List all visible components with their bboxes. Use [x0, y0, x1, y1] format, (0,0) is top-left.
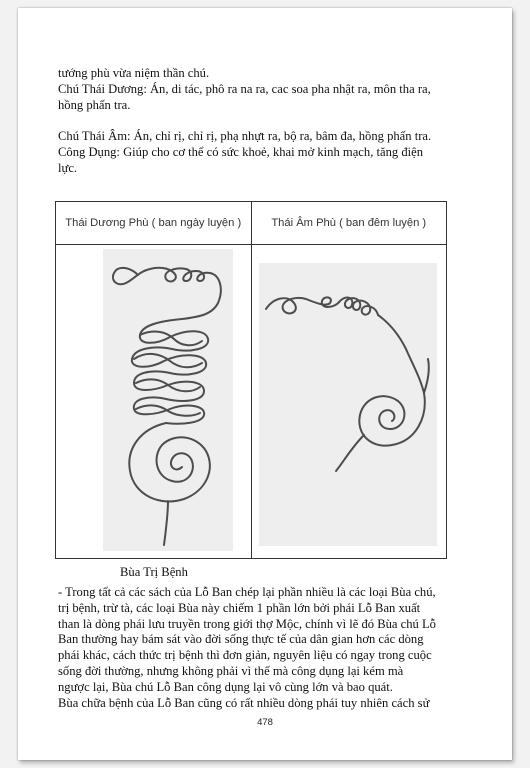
text-line: Ban thường hay bám sát vào đời sống thực tế của dân gian hơn các dòng	[58, 632, 424, 647]
text-line: phái khác, cách thức trị bệnh thì đơn giản, nguyên liệu có ngay trong cuộc	[58, 648, 432, 663]
text-line: Công Dụng: Giúp cho cơ thể có sức khoẻ, khai mở kinh mạch, tăng điện	[58, 144, 424, 159]
talisman-table	[55, 201, 447, 559]
text-line: - Trong tất cả các sách của Lỗ Ban chép lại phần nhiều là các loại Bùa chú,	[58, 585, 436, 599]
text-line: Chú Thái Âm: Án, chỉ rị, chỉ rị, phạ nhựt ra, bộ ra, bâm đa, hồng phấn tra.	[58, 129, 432, 143]
text-line: hồng phấn tra.	[58, 97, 131, 112]
thai-am-talisman-cell	[251, 245, 447, 559]
thai-duong-talisman-drawing	[56, 245, 251, 558]
text-line: Chú Thái Dương: Án, di tác, phô ra na ra, cac soa pha nhật ra, môn tha ra,	[58, 81, 431, 96]
text-line: trị bệnh, trừ tà, các loại Bùa này chiếm 1 phần lớn bởi phái Lỗ Ban xuất	[58, 600, 421, 615]
paragraph-lo-ban	[58, 585, 478, 711]
thai-am-talisman-drawing	[252, 245, 447, 558]
text-line: tướng phù vừa niệm thần chú.	[58, 66, 210, 80]
page-number: 478	[257, 717, 273, 728]
text-line: than là dòng phái lưu truyền trong giới thợ Mộc, chính vì lẽ đó Bùa chú Lỗ	[58, 616, 436, 631]
header-thai-am: Thái Âm Phù ( ban đêm luyện )	[251, 202, 447, 245]
header-thai-duong: Thái Dương Phù ( ban ngày luyện )	[56, 202, 252, 245]
table-header-row	[56, 202, 447, 245]
table-image-row	[56, 245, 447, 559]
document-page	[18, 8, 512, 760]
text-line: sống đời thường, nhưng không phải vì thế mà công dụng lại kém mà	[58, 663, 404, 678]
paragraph-usage	[58, 129, 478, 176]
drawing-paper	[259, 263, 437, 546]
figure-caption: Bùa Trị Bệnh	[120, 565, 188, 579]
text-line: Bùa chữa bệnh của Lỗ Ban cũng có rất nhiều dòng phái tuy nhiên cách sử	[58, 695, 430, 710]
thai-duong-talisman-cell	[56, 245, 252, 559]
text-line: ngược lại, Bùa chú Lỗ Ban công dụng lại vô cùng lớn và bao quát.	[58, 679, 393, 694]
paragraph-mantras	[58, 66, 478, 113]
text-line: lực.	[58, 160, 78, 175]
